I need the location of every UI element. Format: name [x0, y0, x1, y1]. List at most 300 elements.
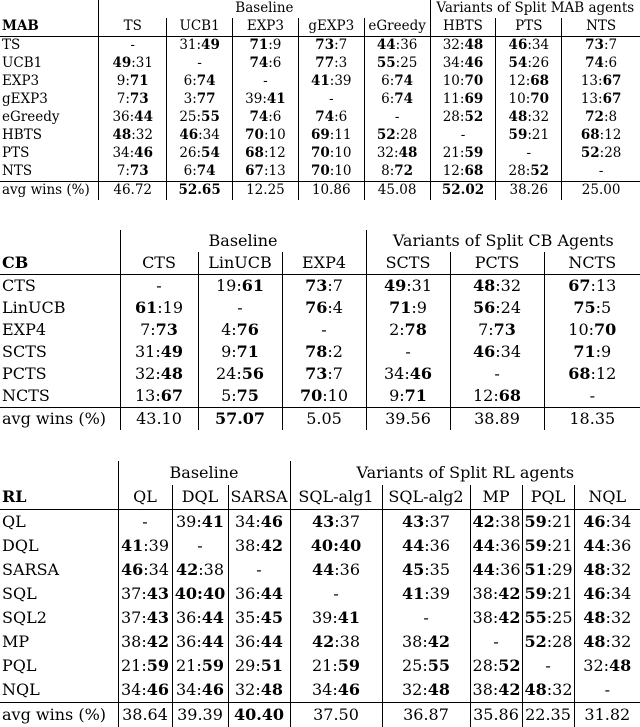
cell-left: 44 — [583, 536, 605, 555]
cell-loss: 34: — [235, 512, 261, 531]
cell-loss: :9 — [596, 342, 612, 361]
cell-loss: :13 — [591, 276, 617, 295]
table-cell — [298, 145, 364, 163]
cell-win: 71 — [237, 342, 259, 361]
table-cell — [544, 297, 640, 319]
cell-right: 42 — [428, 632, 450, 651]
cell-value — [583, 560, 631, 579]
cell-right: 48 — [609, 656, 631, 675]
cell-value — [176, 680, 224, 699]
table-cell — [544, 363, 640, 385]
cell-loss: :36 — [396, 37, 418, 53]
table-cell — [172, 558, 228, 582]
table-cell — [430, 73, 496, 91]
column-header: MP — [470, 485, 522, 510]
table-cell — [562, 109, 640, 127]
cell-sep: : — [196, 656, 201, 675]
column-header: TS — [99, 18, 167, 37]
cell-value — [583, 632, 631, 651]
cell-loss: 31: — [179, 37, 201, 53]
cell-right: 36 — [500, 536, 520, 555]
row-label: MP — [0, 630, 118, 654]
cell-win: 71 — [389, 298, 411, 317]
avg-wins-value: 25.00 — [562, 182, 640, 201]
table-cell — [366, 363, 450, 385]
cell-dash: - — [423, 608, 428, 627]
cell-sep: : — [422, 680, 427, 699]
cell-win: 78 — [405, 320, 427, 339]
cell-right: 29 — [552, 560, 572, 579]
column-header: eGreedy — [364, 18, 430, 37]
cell-loss: :6 — [334, 109, 347, 125]
table-corner-label: RL — [0, 485, 118, 510]
cell-right: 51 — [261, 656, 283, 675]
cell-win: 42 — [261, 536, 283, 555]
cell-loss: :10 — [330, 163, 352, 179]
table-row — [0, 630, 640, 654]
cell-win: 75 — [573, 298, 595, 317]
table-cell — [364, 73, 430, 91]
cell-left: 48 — [525, 680, 547, 699]
cell-dash: - — [461, 127, 466, 143]
column-header: SQL-alg2 — [382, 485, 470, 510]
corner-empty — [0, 0, 99, 18]
cell-left: 32 — [402, 680, 422, 699]
table-cell — [233, 37, 299, 56]
cell-loss: 7: — [140, 320, 156, 339]
table-cell — [282, 297, 366, 319]
cell-win: 43 — [402, 512, 424, 531]
cell-win: 67 — [161, 386, 183, 405]
cell-dash: - — [590, 386, 595, 405]
cell-win: 74 — [249, 109, 268, 125]
cell-loss: 6: — [184, 73, 197, 89]
table-cell — [120, 297, 198, 319]
cell-win: 70 — [245, 127, 264, 143]
table-cell — [364, 55, 430, 73]
cell-right: 35 — [430, 560, 450, 579]
cell-win: 74 — [394, 91, 413, 107]
cell-value — [583, 656, 631, 675]
cell-loss: :9 — [411, 298, 427, 317]
cell-loss: 32: — [135, 364, 161, 383]
cell-left: 41 — [402, 584, 424, 603]
row-label: LinUCB — [0, 297, 120, 319]
table-corner-label: MAB — [0, 18, 99, 37]
cell-right: 52 — [498, 656, 520, 675]
cell-loss: :11 — [330, 127, 352, 143]
cell-right: 40 — [203, 584, 225, 603]
cell-loss: 8: — [381, 163, 394, 179]
table-cell — [99, 55, 167, 73]
avg-wins-label: avg wins (%) — [0, 408, 120, 431]
column-header: SARSA — [228, 485, 290, 510]
cell-loss: :2 — [327, 342, 343, 361]
cell-loss: :21 — [527, 127, 549, 143]
cell-win: 48 — [399, 145, 418, 161]
table-cell — [562, 145, 640, 163]
cell-loss: :21 — [547, 512, 573, 531]
table-cell — [430, 91, 496, 109]
row-label: CTS — [0, 275, 120, 298]
cell-dash: - — [599, 163, 604, 179]
table-cell — [282, 275, 366, 298]
cell-value — [235, 680, 283, 699]
cell-left: 35 — [235, 608, 255, 627]
table-cell — [562, 73, 640, 91]
table-cell — [198, 341, 282, 363]
cell-right: 32 — [611, 632, 631, 651]
table-row — [0, 319, 640, 341]
table-cell — [470, 582, 522, 606]
cell-right: 45 — [261, 608, 283, 627]
table-cell — [496, 91, 562, 109]
column-header: EXP4 — [282, 252, 366, 275]
cell-win: 73 — [585, 37, 604, 53]
cell-win: 73 — [305, 364, 327, 383]
cell-value — [402, 536, 450, 555]
table-cell — [298, 127, 364, 145]
cell-right: 25 — [552, 608, 572, 627]
table-cell — [233, 163, 299, 182]
cell-win: 44 — [134, 109, 153, 125]
cell-sep: : — [547, 584, 552, 603]
cell-right: 28 — [552, 632, 572, 651]
row-label: NQL — [0, 678, 118, 703]
cell-right: 44 — [261, 632, 283, 651]
cell-win: 74 — [315, 109, 334, 125]
cell-left: 38 — [473, 584, 493, 603]
cell-win: 73 — [315, 37, 334, 53]
table-cell — [167, 127, 233, 145]
cell-loss: 12: — [473, 386, 499, 405]
table-cell — [99, 145, 167, 163]
table-cell — [298, 91, 364, 109]
table-cell — [450, 319, 544, 341]
group-baseline-header: Baseline — [99, 0, 430, 18]
corner-empty — [0, 230, 120, 252]
cell-sep: : — [196, 632, 201, 651]
cell-left: 39 — [312, 608, 332, 627]
avg-wins-value: 37.50 — [290, 703, 382, 727]
table-cell — [366, 319, 450, 341]
cell-left: 36 — [176, 608, 196, 627]
cell-sep: : — [255, 608, 260, 627]
table-cell — [118, 534, 172, 558]
cell-loss: :24 — [495, 298, 521, 317]
cell-dash: - — [493, 632, 498, 651]
cell-right: 48 — [428, 680, 450, 699]
cell-win: 77 — [197, 91, 216, 107]
cell-left: 36 — [235, 632, 255, 651]
cell-win: 56 — [242, 364, 264, 383]
cell-loss: 10: — [568, 320, 594, 339]
column-header: NQL — [574, 485, 640, 510]
table-cell — [118, 558, 172, 582]
table-cell — [544, 319, 640, 341]
cell-left: 32 — [583, 656, 603, 675]
cell-loss: 36: — [112, 109, 134, 125]
cell-win: 43 — [312, 512, 334, 531]
cell-win: 52 — [581, 145, 600, 161]
cell-sep: : — [606, 536, 611, 555]
row-label: NTS — [0, 163, 99, 182]
rl-table — [0, 461, 640, 720]
cell-sep: : — [197, 584, 203, 603]
cell-win: 55 — [377, 55, 396, 71]
row-label: HBTS — [0, 127, 99, 145]
table-cell — [522, 510, 574, 535]
cell-left: 44 — [473, 536, 495, 555]
cell-loss: :6 — [604, 55, 617, 71]
cell-dash: - — [329, 91, 334, 107]
cell-loss: 21: — [443, 145, 465, 161]
table-row — [0, 145, 640, 163]
row-label: PQL — [0, 654, 118, 678]
table-cell — [228, 606, 290, 630]
cell-loss: :3 — [334, 55, 347, 71]
table-row — [0, 534, 640, 558]
cell-value — [583, 608, 631, 627]
cell-dash: - — [256, 560, 261, 579]
cell-value — [402, 680, 450, 699]
column-header: UCB1 — [167, 18, 233, 37]
table-cell — [574, 582, 640, 606]
cell-win: 46 — [473, 342, 495, 361]
table-cell — [198, 275, 282, 298]
cell-win: 41 — [202, 512, 224, 531]
table-cell — [233, 73, 299, 91]
table-cell — [172, 678, 228, 703]
cell-win: 54 — [201, 145, 220, 161]
table-cell — [198, 319, 282, 341]
table-cell — [562, 37, 640, 56]
cell-loss: :37 — [334, 512, 360, 531]
row-label: UCB1 — [0, 55, 99, 73]
cell-sep: : — [333, 536, 339, 555]
cell-win: 46 — [147, 680, 169, 699]
table-cell — [382, 534, 470, 558]
cell-loss: :34 — [198, 127, 220, 143]
row-label: PTS — [0, 145, 99, 163]
cell-loss: :5 — [596, 298, 612, 317]
cell-loss: :4 — [327, 298, 343, 317]
table-cell — [228, 678, 290, 703]
table-cell — [470, 534, 522, 558]
table-cell — [470, 678, 522, 703]
cell-value — [473, 536, 521, 555]
cell-loss: 32: — [377, 145, 399, 161]
cell-left: 48 — [583, 608, 605, 627]
table-cell — [290, 678, 382, 703]
row-label: SARSA — [0, 558, 118, 582]
cell-sep: : — [255, 680, 260, 699]
table-cell — [364, 163, 430, 182]
table-cell — [574, 510, 640, 535]
table-cell — [167, 145, 233, 163]
cell-value — [312, 608, 360, 627]
cell-loss: 39: — [245, 91, 267, 107]
cell-value — [176, 608, 224, 627]
table-cell — [167, 37, 233, 56]
table-cell — [290, 606, 382, 630]
cell-win: 56 — [473, 298, 495, 317]
avg-wins-value: 57.07 — [198, 408, 282, 431]
cell-right: 44 — [261, 584, 283, 603]
table-cell — [167, 109, 233, 127]
table-cell — [562, 91, 640, 109]
cell-right: 46 — [338, 680, 360, 699]
table-cell — [522, 558, 574, 582]
table-row — [0, 297, 640, 319]
cell-value — [402, 632, 450, 651]
cell-left: 38 — [402, 632, 422, 651]
table-cell — [120, 341, 198, 363]
table-cell — [290, 654, 382, 678]
table-cell — [430, 55, 496, 73]
cell-value — [473, 584, 521, 603]
row-label: PCTS — [0, 363, 120, 385]
cell-loss: :7 — [327, 276, 343, 295]
cell-left: 36 — [235, 584, 255, 603]
table-cell — [172, 534, 228, 558]
cell-right: 41 — [338, 608, 360, 627]
cell-win: 59 — [525, 512, 547, 531]
cell-loss: 34: — [121, 680, 147, 699]
column-header: CTS — [120, 252, 198, 275]
cell-right: 39 — [430, 584, 450, 603]
table-cell — [99, 127, 167, 145]
cell-win: 61 — [135, 298, 157, 317]
cell-win: 69 — [464, 91, 483, 107]
cell-loss: :32 — [527, 109, 549, 125]
avg-wins-row — [0, 703, 640, 727]
cell-win: 71 — [130, 73, 149, 89]
cell-win: 68 — [499, 386, 521, 405]
row-label: EXP4 — [0, 319, 120, 341]
cell-value — [312, 680, 360, 699]
table-row — [0, 127, 640, 145]
cell-loss: 34: — [384, 364, 410, 383]
cell-win: 43 — [147, 584, 169, 603]
cell-win: 73 — [494, 320, 516, 339]
column-header: EXP3 — [233, 18, 299, 37]
cell-left: 32 — [235, 680, 255, 699]
cell-loss: :25 — [396, 55, 418, 71]
cell-sep: : — [332, 680, 337, 699]
cell-sep: : — [547, 608, 552, 627]
table-cell — [290, 558, 382, 582]
cell-win: 52 — [530, 163, 549, 179]
cell-loss: :12 — [600, 127, 622, 143]
cell-win: 76 — [305, 298, 327, 317]
cell-win: 55 — [201, 109, 220, 125]
cell-loss: :39 — [143, 536, 169, 555]
table-cell — [382, 606, 470, 630]
cell-loss: :34 — [606, 512, 632, 531]
cell-win: 49 — [112, 55, 131, 71]
cell-loss: 9: — [389, 386, 405, 405]
cell-sep: : — [606, 632, 611, 651]
table-cell — [172, 582, 228, 606]
cell-dash: - — [605, 680, 610, 699]
cell-loss: :7 — [327, 364, 343, 383]
table-cell — [382, 678, 470, 703]
table-cell — [233, 127, 299, 145]
cell-win: 46 — [583, 512, 605, 531]
cell-loss: :28 — [600, 145, 622, 161]
avg-wins-row — [0, 182, 640, 201]
table-cell — [430, 127, 496, 145]
cell-win: 70 — [300, 386, 322, 405]
cell-win: 72 — [394, 163, 413, 179]
cell-loss: 37: — [121, 608, 147, 627]
cell-win: 49 — [384, 276, 406, 295]
table-cell — [172, 654, 228, 678]
cell-right: 34 — [611, 584, 631, 603]
column-header: PCTS — [450, 252, 544, 275]
cell-sep: : — [422, 632, 427, 651]
table-cell — [167, 55, 233, 73]
cell-right: 42 — [498, 584, 520, 603]
cell-dash: - — [197, 55, 202, 71]
cell-loss: :7 — [334, 37, 347, 53]
cell-loss: :12 — [591, 364, 617, 383]
table-cell — [366, 297, 450, 319]
cell-win: 43 — [147, 608, 169, 627]
table-cell — [562, 55, 640, 73]
table-cell — [282, 319, 366, 341]
table-cell — [298, 163, 364, 182]
table-cell — [382, 558, 470, 582]
cell-win: 70 — [311, 163, 330, 179]
column-header: NCTS — [544, 252, 640, 275]
cell-sep: : — [547, 680, 552, 699]
cell-dash: - — [142, 512, 147, 531]
cell-left: 52 — [525, 632, 547, 651]
table-cell — [233, 91, 299, 109]
cell-win: 67 — [245, 163, 264, 179]
cell-right: 44 — [202, 608, 224, 627]
cell-right: 48 — [261, 680, 283, 699]
cell-dash: - — [545, 656, 550, 675]
cell-win: 68 — [464, 163, 483, 179]
column-header: DQL — [172, 485, 228, 510]
cell-loss: 39: — [176, 512, 202, 531]
cell-left: 34 — [176, 680, 196, 699]
cell-value — [312, 560, 360, 579]
cell-loss: 34: — [443, 55, 465, 71]
avg-wins-label: avg wins (%) — [0, 182, 99, 201]
cell-win: 78 — [305, 342, 327, 361]
cell-win: 46 — [179, 127, 198, 143]
table-cell — [496, 163, 562, 182]
table-cell — [382, 582, 470, 606]
cell-loss: 7: — [478, 320, 494, 339]
cell-dash: - — [321, 320, 326, 339]
cell-win: 59 — [464, 145, 483, 161]
cell-right: 59 — [338, 656, 360, 675]
cell-win: 42 — [147, 632, 169, 651]
cell-value — [583, 584, 631, 603]
table-row — [0, 606, 640, 630]
table-cell — [470, 630, 522, 654]
cell-sep: : — [424, 584, 429, 603]
table-row — [0, 582, 640, 606]
cell-win: 68 — [530, 73, 549, 89]
cell-win: 49 — [201, 37, 220, 53]
cell-loss: 2: — [389, 320, 405, 339]
